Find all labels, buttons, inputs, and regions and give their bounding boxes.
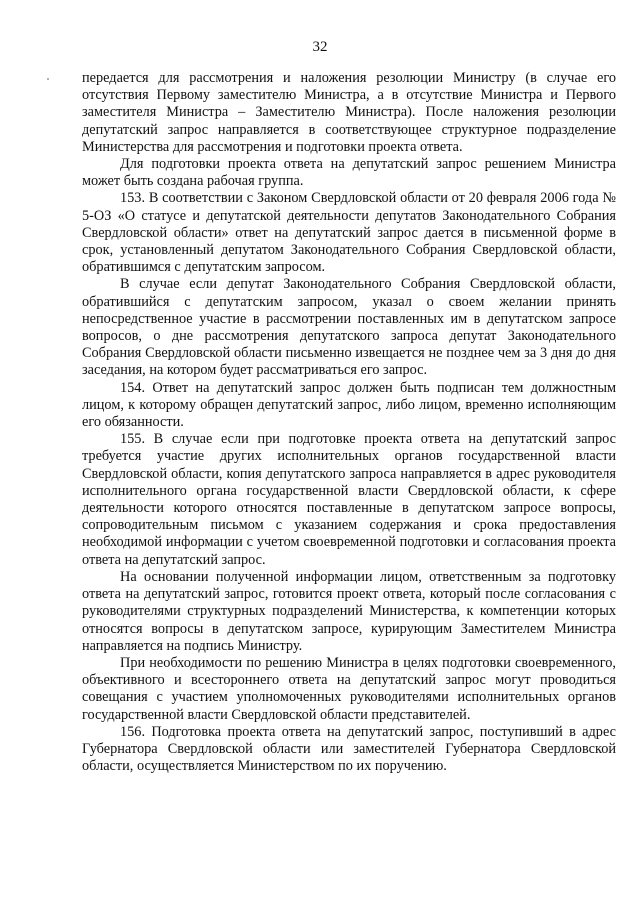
paragraph-153-participation: В случае если депутат Законодательного Собрания Свердловской области, обратившийся с депутатским запросом, указал о своем желании принять непосредственное участие в рассмотрении поставленных им в депутатском запросе вопросов, о дне рассмотрения депутатского запроса депутат Законодательного Собрания Свердловской области письменно извещается не позднее чем за 3 дня до дня заседания, на котором будет рассматриваться его запрос. [82,276,616,379]
paragraph-154: 154. Ответ на депутатский запрос должен быть подписан тем должностным лицом, к которому обращен депутатский запрос, либо лицом, временно исполняющим его обязанности. [82,379,616,431]
paragraph-156: 156. Подготовка проекта ответа на депутатский запрос, поступивший в адрес Губернатора Свердловской области или заместителей Губернатора Свердловской области, осуществляется Министерством по их поручению. [82,723,616,775]
paragraph-155-meetings: При необходимости по решению Министра в целях подготовки своевременного, объективного и всестороннего ответа на депутатский запрос могут проводиться совещания с участием уполномоченных руководителями исполнительных органов государственной власти Свердловской области представителей. [82,654,616,723]
paragraph-153: 153. В соответствии с Законом Свердловской области от 20 февраля 2006 года № 5-ОЗ «О статусе и депутатской деятельности депутатов Законодательного Собрания Свердловской области» ответ на депутатский запрос дается в письменной форме в срок, установленный депутатом Законодательного Собрания Свердловской области, обратившимся с депутатским запросом. [82,190,616,276]
paragraph-continuation: передается для рассмотрения и наложения резолюции Министру (в случае его отсутствия Первому заместителю Министра, а в отсутствие Министра и Первого заместителя Министра – Заместителю Министра). После наложения резолюции депутатский запрос направляется в соответствующее структурное подразделение Министерства для рассмотрения и подготовки проекта ответа. [82,70,616,155]
paragraph-155-draft-answer: На основании полученной информации лицом, ответственным за подготовку ответа на депутатский запрос, готовится проект ответа, который после согласования с руководителями структурных подразделений Министерства, к компетенции которых относятся вопросы в депутатском запросе, курирующим Заместителем Министра направляется на подпись Министру. [82,568,616,654]
paragraph-155: 155. В случае если при подготовке проекта ответа на депутатский запрос требуется участие других исполнительных органов государственной власти Свердловской области, копия депутатского запроса направляется в адрес руководителя исполнительного органа государственной власти Свердловской области, к сфере деятельности которого относятся поставленные в депутатском запросе вопросы, сопроводительным письмом с указанием содержания и срока предоставления необходимой информации с учетом своевременной подготовки и согласования проекта ответа на депутатский запрос. [82,431,616,568]
paragraph-working-group: Для подготовки проекта ответа на депутатский запрос решением Министра может быть создана рабочая группа. [82,156,616,190]
document-body [82,70,616,775]
page-number: 32 [312,39,328,55]
scan-mark [47,78,49,80]
